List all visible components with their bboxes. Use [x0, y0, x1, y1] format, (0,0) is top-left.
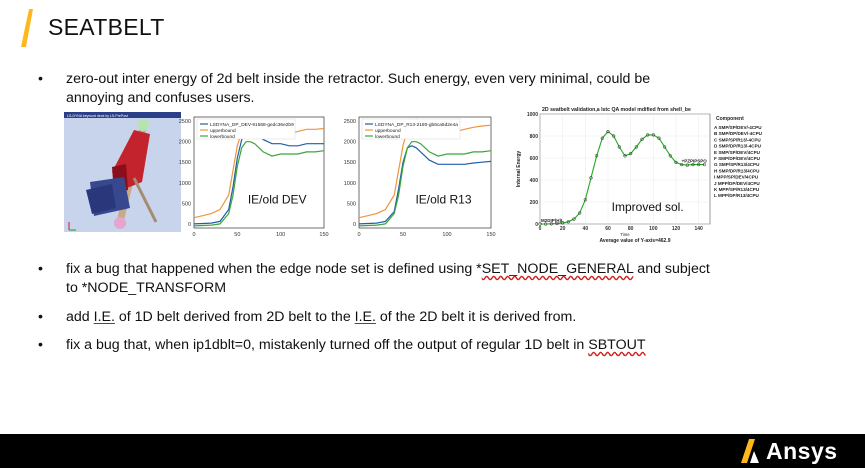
abbr-ie: I.E. [354, 309, 376, 325]
ansys-logo-slash-icon [735, 437, 765, 465]
title-accent-slash [21, 9, 33, 47]
y-tick-label: 2500 [178, 119, 191, 126]
y-tick-label: 2000 [178, 139, 191, 146]
chart-overlay-label: Improved sol. [611, 199, 684, 214]
y-tick-label: 2000 [343, 139, 356, 146]
component-legend-entry: I MPP/SP/DEV/4CPU [714, 174, 759, 180]
y-tick-label: 1500 [343, 160, 356, 167]
legend-entry: LSDYNA_DP_R13-2180-gb6ca5d2e4a [375, 123, 458, 128]
component-legend-entry: G SMP/SP/R13/4CPU [714, 162, 760, 168]
bullet-3 [38, 308, 838, 328]
abbr-ie: I.E. [93, 309, 115, 325]
component-legend-entry: D SMP/DP/R13/-4CPU [714, 143, 761, 149]
y-tick-label: 2500 [343, 119, 356, 126]
bullet-4 [38, 336, 838, 356]
component-legend-entry: A SMP/SP/DEV/-4CPU [714, 125, 762, 130]
y-tick-label: 0 [352, 221, 356, 228]
bullet-4-line [66, 336, 646, 355]
bullet-3-text-a: add [66, 309, 94, 325]
x-tick-label: 50 [399, 232, 407, 238]
bullet-2 [38, 260, 838, 300]
component-legend-entry: J MPP/DP/DEV/4CPU [714, 180, 760, 186]
y-tick-label: 400 [529, 178, 538, 184]
x-tick-label: 100 [649, 226, 658, 232]
keyword-set-node-general: SET_NODE_GENERAL [481, 261, 634, 277]
bullet-2-text-a: fix a bug that happened when the edge node set is defined using * [66, 261, 482, 277]
component-legend-entry: H SMP/DP/R13/4CPU [714, 168, 760, 174]
bullet-3-text-c: of 1D belt derived from 2D belt to the [114, 309, 355, 325]
y-tick-label: 1000 [343, 180, 356, 187]
y-tick-label: 200 [529, 200, 538, 206]
x-tick-label: 40 [582, 226, 589, 232]
bullet-3-line [66, 308, 576, 327]
bullet-3-text-e: of the 2D belt it is derived from. [375, 309, 577, 325]
keyword-sbtout: SBTOUT [588, 337, 646, 353]
legend-entry: lowerbound [210, 135, 235, 140]
x-tick-label: 150 [486, 232, 496, 238]
chart-ie-old-dev [172, 112, 332, 242]
legend-entry: lowerbound [375, 135, 400, 140]
y-tick-label: 1000 [178, 180, 191, 187]
x-tick-label: 140 [694, 226, 703, 232]
x-tick-label: 0 [538, 226, 542, 232]
component-legend-entry: F SMP/DP/DEV/4CPU [714, 156, 760, 161]
x-tick-label: 100 [276, 232, 286, 238]
y-tick-label: 500 [181, 201, 191, 208]
bullet-dot: • [38, 337, 43, 353]
chart-ie-old-r13 [337, 112, 499, 242]
component-legend-entry: B SMP/DP/DEV/-4CPU [714, 131, 762, 137]
x-tick-label: 20 [559, 226, 566, 232]
y-axis-label: Internal Energy [516, 150, 522, 188]
slide-title: SEATBELT [48, 14, 165, 40]
legend-entry: upperbound [210, 129, 236, 134]
ansys-logo-text: Ansys [766, 438, 838, 464]
bullet-4-text-a: fix a bug that, when ip1dblt=0, mistakenly turned off the output of regular 1D belt in [66, 337, 589, 353]
annotation-label: +PZPIPSPO [681, 158, 707, 164]
bullet-dot: • [38, 261, 43, 277]
y-tick-label: 1500 [178, 160, 191, 167]
chart-overlay-label: IE/old DEV [247, 192, 307, 207]
chart-overlay-label: IE/old R13 [415, 192, 472, 207]
y-tick-label: 600 [529, 156, 538, 162]
y-tick-label: 0 [535, 222, 538, 228]
bullet-2-text-c: and subject [633, 261, 710, 277]
x-tick-label: 50 [234, 232, 241, 238]
component-legend-title: Component [716, 116, 744, 122]
chart-improved-solution [510, 104, 780, 244]
x-axis-unit: Time [620, 232, 630, 237]
legend-entry: upperbound [375, 129, 401, 134]
x-tick-label: 0 [192, 232, 196, 238]
x-tick-label: 0 [357, 232, 361, 238]
x-tick-label: 120 [671, 226, 681, 232]
component-legend-entry: C SMP/SP/R13/-4CPU [714, 137, 761, 143]
bullet-dot: • [38, 71, 43, 87]
component-legend-entry: K MPP/SP/R13/4CPU [714, 187, 760, 192]
x-axis-label: Average value of Y-axis=462.9 [599, 238, 671, 244]
x-tick-label: 60 [605, 226, 611, 232]
y-tick-label: 500 [346, 201, 356, 208]
bullet-dot: • [38, 309, 43, 325]
legend-entry: LSDYNA_DP_DEV-91568-gedc36e2b9 [210, 123, 294, 128]
y-tick-label: 800 [529, 134, 538, 140]
y-tick-label: 1000 [526, 112, 538, 118]
bullet-1-line-1: zero-out inter energy of 2d belt inside the retractor. Such energy, even very minimal, could be [66, 71, 651, 87]
x-tick-label: 100 [442, 232, 452, 238]
x-tick-label: 150 [319, 232, 329, 238]
component-legend-entry: E SMP/SP/DEV/4CPU [714, 149, 760, 155]
improved-chart-title: 2D seatbelt validation,a lstc QA model mdified from shell_be [542, 107, 691, 113]
y-tick-label: 0 [187, 221, 191, 228]
seatbelt-model-image [64, 112, 181, 232]
svg-text:LS-DYNA keyword deck by LS-Pre: LS-DYNA keyword deck by LS-PrePost [67, 114, 128, 118]
component-legend-entry: L MPP/DP/R13/4CPU [714, 193, 759, 199]
bullet-1-line-2: annoying and confuses users. [66, 89, 255, 106]
annotation-label: M2DIP(H)L [541, 218, 564, 223]
bullet-2-line-1 [66, 260, 710, 279]
bullet-2-line-2: to *NODE_TRANSFORM [66, 279, 227, 296]
x-tick-label: 80 [627, 226, 634, 232]
